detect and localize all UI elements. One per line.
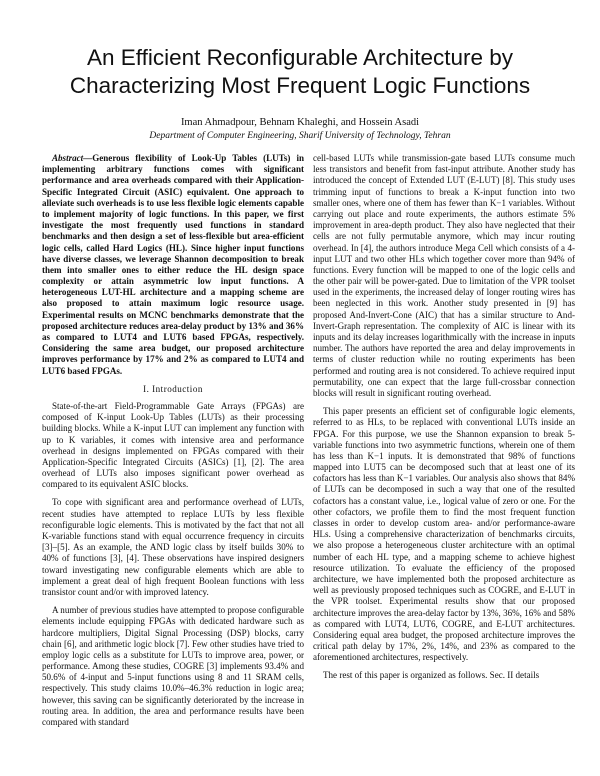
intro-paragraph-3: A number of previous studies have attempted to propose configurable elements include equipping FPGAs with dedicated hardware such as hardcore multipliers, Digital Signal Processing (DSP) blocks, carry chain [6], and arithmetic logic block [7]. Few other studies have tried to employ logic cells as a substitute for LUTs to improve area, power, or performance. Among these studies, COGRE [3] implements 93.4% and 50.6% of 4-input and 5-input functions using 8 and 11 SRAM cells, respectively. This study claims 10.0%–46.3% reduction in logic area; however, this saving can be significantly deteriorated by the increase in routing area. In addition, the area and performance results have been compared with standard: [42, 605, 304, 727]
abstract: [42, 153, 304, 377]
intro-paragraph-2: To cope with significant area and performance overhead of LUTs, recent studies have attempted to replace LUTs by less flexible reconfigurable logic elements. This is motivated by the fact that not all K-variable functions stand with equal occurrence frequency in circuits [3]–[5]. As an example, the AND logic class by itself builds 30% to 40% of functions [3], [4]. These observations have inspired designers toward investigating new configurable elements which are able to implement a great deal of high frequent Boolean functions with less transistor count and/or with improved latency.: [42, 497, 304, 597]
affiliation: Department of Computer Engineering, Sharif University of Technology, Tehran: [149, 131, 451, 141]
author-list: Iman Ahmadpour, Behnam Khaleghi, and Hossein Asadi: [180, 117, 420, 128]
intro-paragraph-5: This paper presents an efficient set of configurable logic elements, referred to as HLs, to be replaced with conventional LUTs inside an FPGA. For this purpose, we use the Shannon expansion to break 5-variable functions into two asymmetric functions, wherein one of them has less than K−1 inputs. It is demonstrated that 98% of functions mapped into LUT5 can be decomposed such that at least one of its cofactors has less than K−1 variables. Our analysis also shows that 84% of LUTs can be decomposed in such a way that one of the resulted cofactors has a constant value, i.e., logical value of zero or one. For the other cofactors, we profile them to find the most frequent function classes in order to develop custom area- and/or performance-aware HLs. Using a comprehensive characterization of benchmarks circuits, we also propose a heterogeneous cluster architecture with an optimal number of each HL type, and a mapping scheme to achieve highest resource utilization. To evaluate the efficiency of the proposed architecture, we have implemented both the proposed architecture as well as previously proposed techniques such as COGRE, and E-LUT in the VPR toolset. Experimental results show that our proposed architecture improves the area-delay factor by 13%, 36%, 16% and 58% as compared with LUT4, LUT6, COGRE, and E-LUT architectures. Considering equal area budget, the proposed architecture improves the critical path delay by 17%, 2%, 14%, and 23% as compared to the aforementioned architectures, respectively.: [313, 406, 575, 663]
left-column: [42, 153, 304, 728]
intro-paragraph-4: cell-based LUTs while transmission-gate based LUTs consume much less transistors and benefit from fast-input attribute. Another study has introduced the concept of Extended LUT (E-LUT) [8]. This study uses trimming input of functions to break a K-input function into two smaller ones, where one of them has fewer than K−1 variables. Without carrying out place and route experiments, the authors estimate 5% improvement in area-depth product. They also have neglected that their cells are not fully permutable anymore, which may incur routing overhead. In [4], the authors introduce Mega Cell which consists of a 4-input LUT and two other HLs which together cover more than 94% of functions. Every function will be mapped to one of the logic cells and the other pair will be power-gated. Due to limitation of the VPR toolset used in the experiments, the increased delay of longer routing wires has been neglected in this work. Another study presented in [9] has proposed And-Invert-Cone (AIC) that has a similar structure to And-Invert-Graph representation. The complexity of AIC is linear with its inputs and its delay increases logarithmically with the increase in inputs number. The authors have reported the area and delay improvements in terms of cluster reduction while no routing experiments has been performed and routing area is not considered. To achieve required input permutability, one can expect that the large full-crossbar connection blocks will result in significant routing overhead.: [313, 153, 575, 398]
abstract-text: —Generous flexibility of Look-Up Tables (LUTs) in implementing arbitrary functions comes with significant performance and area overheads compared with their Application-Specific Integrated Circuit (ASIC) equivalent. One approach to alleviate such overheads is to use less flexible logic elements capable to implement majority of logic functions. In this paper, we first investigate the most frequently used functions in standard benchmarks and then design a set of less-flexible but area-efficient logic cells, called Hard Logics (HL). Since higher input functions have diverse classes, we leverage Shannon decomposition to break them into smaller ones to either reduce the HL design space complexity or attain asymmetric low input functions. A heterogeneous LUT-HL architecture and a mapping scheme are also proposed to attain maximum logic resource usage. Experimental results on MCNC benchmarks demonstrate that the proposed architecture reduces area-delay product by 13% and 36% as compared to LUT4 and LUT6 based FPGAs, respectively. Considering the same area budget, our proposed architecture improves performance by 17% and 2% as compared to LUT4 and LUT6 based FPGAs.: [42, 153, 304, 376]
right-column: [313, 153, 575, 682]
section-heading-introduction: I. Introduction: [143, 383, 203, 394]
abstract-label: Abstract: [52, 153, 84, 163]
title-line-1: An Efficient Reconfigurable Architecture by: [86, 45, 514, 70]
paper-title: [20, 44, 580, 100]
intro-paragraph-6: The rest of this paper is organized as follows. Sec. II details: [323, 670, 540, 681]
title-line-2: Characterizing Most Frequent Logic Functions: [69, 73, 531, 98]
intro-paragraph-1: State-of-the-art Field-Programmable Gate Arrays (FPGAs) are composed of K-input Look-Up Tables (LUTs) as their processing building blocks. While a K-input LUT can implement any function with up to K variables, it comes with intensive area and performance overhead in designs implemented on FPGAs compared with their Application-Specific Integrated Circuits (ASICs) [1], [2]. The area overhead of LUTs also imposes significant power overhead as compared to its equivalent ASIC blocks.: [42, 400, 304, 490]
